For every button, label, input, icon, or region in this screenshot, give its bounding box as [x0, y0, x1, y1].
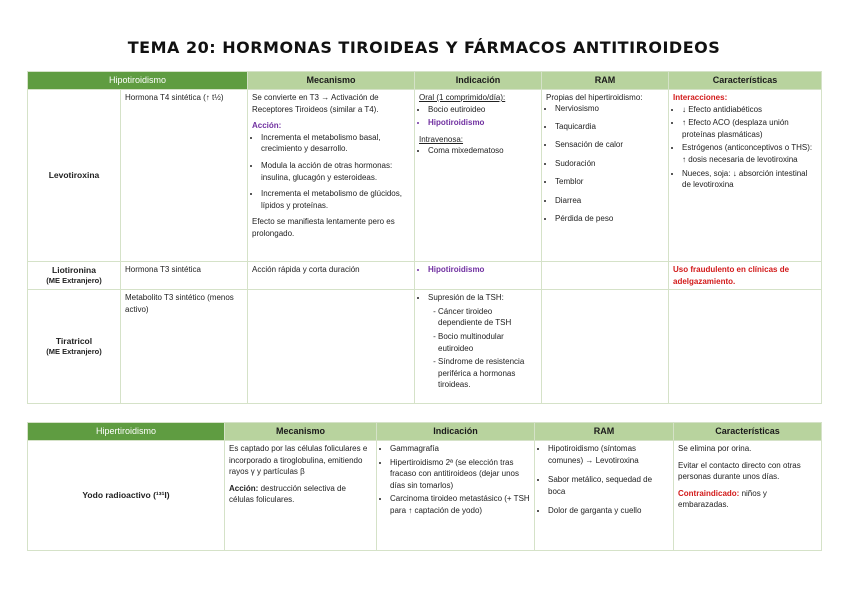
list-item: • Dolor de garganta y cuello [548, 505, 669, 517]
hyperthyroidism-table [27, 422, 822, 551]
header-indicacion: Indicación [415, 72, 542, 90]
list-item: • Gammagrafía [390, 443, 530, 455]
list-item: • Nerviosismo [555, 104, 664, 114]
mechanism-cell: Acción rápida y corta duración [248, 262, 415, 290]
list-item: • Nueces, soja: ↓ absorción intestinal de levotiroxina [682, 168, 817, 191]
oral-label: Oral (1 comprimido/día): [419, 93, 506, 103]
indication-cell [377, 441, 535, 551]
ram-intro: Propias del hipertiroidismo: [546, 93, 643, 103]
list-item: • Modula la acción de otras hormonas: insulina, glucagón y esteroideas. [261, 160, 410, 183]
table-row [28, 290, 822, 404]
drug-subtitle: (ME Extranjero) [46, 276, 102, 286]
ram-cell [542, 262, 669, 290]
list-item: • ↑ Efecto ACO (desplaza unión proteínas plasmáticas) [682, 117, 817, 140]
ram-cell [542, 290, 669, 404]
list-item: - Síndrome de resistencia periférica a hormonas tiroideas. [438, 356, 537, 391]
drug-name: Levotiroxina [28, 90, 121, 262]
page-title: TEMA 20: HORMONAS TIROIDEAS Y FÁRMACOS ANTITIROIDEOS [127, 38, 721, 57]
mechanism-intro: Es captado por las células foliculares e incorporado a tiroglobulina, emitiendo rayos γ y partículas β [229, 444, 368, 477]
header-indicacion: Indicación [377, 423, 535, 441]
drug-description: Metabolito T3 sintético (menos activo) [121, 290, 248, 404]
list-item: • Sabor metálico, sequedad de boca [548, 474, 669, 497]
header-ram: RAM [535, 423, 674, 441]
list-item: • Hipotiroidismo (síntomas comunes) → Levotiroxina [548, 443, 669, 466]
characteristics-cell [669, 90, 822, 262]
indication-cell [415, 290, 542, 404]
tsh-suppression-label: Supresión de la TSH: [428, 293, 504, 303]
accion-text [229, 483, 372, 506]
list-item: • Coma mixedematoso [428, 145, 537, 157]
header-ram: RAM [542, 72, 669, 90]
drug-description: Hormona T3 sintética [121, 262, 248, 290]
indication-cell [415, 262, 542, 290]
drug-description: Hormona T4 sintética (↑ t½) [121, 90, 248, 262]
list-item: • Estrógenos (anticonceptivos o THS): ↑ dosis necesaria de levotiroxina [682, 142, 817, 165]
contraindication-value: niños y embarazadas. [678, 488, 767, 510]
drug-subtitle: (ME Extranjero) [46, 347, 102, 357]
table-row [28, 262, 822, 290]
header-hipertiroidismo: Hipertiroidismo [28, 423, 225, 441]
mechanism-cell [248, 290, 415, 404]
accion-label: Acción: [252, 121, 282, 131]
list-item: • Sudoración [555, 159, 664, 169]
mechanism-outro: Efecto se manifiesta lentamente pero es prolongado. [252, 217, 395, 238]
header-hipotiroidismo: Hipotiroidismo [28, 72, 248, 90]
list-item: • Bocio eutiroideo [428, 104, 537, 116]
mechanism-intro: Se convierte en T3 → Activación de Receptores Tiroideos (similar a T4). [252, 93, 379, 114]
characteristics-cell [669, 290, 822, 404]
header-caracteristicas: Características [669, 72, 822, 90]
list-item: • Incrementa el metabolismo basal, crecimiento y desarrollo. [261, 132, 410, 155]
table-row [28, 441, 822, 551]
characteristics-cell [674, 441, 822, 551]
ram-cell [535, 441, 674, 551]
mechanism-cell [248, 90, 415, 262]
list-item: • Taquicardia [555, 122, 664, 132]
contraindication-label: Contraindicado: [678, 488, 740, 498]
list-item: • Hipertiroidismo 2ª (se elección tras fracaso con antitiroideos (dejar unos días sin tomarlos) [390, 457, 530, 492]
drug-name-cell [28, 290, 121, 404]
list-item [428, 292, 537, 391]
mechanism-cell [225, 441, 377, 551]
list-item: • Sensación de calor [555, 140, 664, 150]
accion-label: Acción: [229, 483, 259, 493]
drug-name: Tiratricol [55, 336, 93, 347]
interacciones-label: Interacciones: [673, 93, 728, 103]
iv-label: Intravenosa: [419, 134, 464, 144]
list-item: • Hipotiroidismo [428, 117, 537, 129]
list-item: • ↓ Efecto antidiabéticos [682, 104, 817, 116]
list-item: • Diarrea [555, 196, 664, 206]
characteristic-line: Se elimina por orina. [678, 444, 752, 454]
header-mecanismo: Mecanismo [248, 72, 415, 90]
contraindication [678, 488, 817, 511]
list-item: • Carcinoma tiroideo metastásico (+ TSH para ↑ captación de yodo) [390, 493, 530, 516]
list-item: • Incrementa el metabolismo de glúcidos, lípidos y proteínas. [261, 188, 410, 211]
drug-name-cell [28, 262, 121, 290]
characteristics-cell: Uso fraudulento en clínicas de adelgazamiento. [669, 262, 822, 290]
list-item: • Hipotiroidismo [428, 264, 537, 276]
characteristic-line: Evitar el contacto directo con otras personas durante unos días. [678, 460, 801, 482]
list-item: - Bocio multinodular eutiroideo [438, 331, 537, 354]
list-item: - Cáncer tiroideo dependiente de TSH [438, 306, 537, 329]
list-item: • Temblor [555, 177, 664, 187]
accion-value: destrucción selectiva de células foliculares. [229, 483, 346, 505]
ram-cell [542, 90, 669, 262]
drug-name: Yodo radioactivo (¹³¹I) [28, 441, 225, 551]
indication-cell [415, 90, 542, 262]
drug-name: Liotironina [52, 265, 96, 276]
table-row [28, 90, 822, 262]
header-mecanismo: Mecanismo [225, 423, 377, 441]
hypothyroidism-table [27, 71, 822, 404]
header-caracteristicas: Características [674, 423, 822, 441]
list-item: • Pérdida de peso [555, 214, 664, 224]
